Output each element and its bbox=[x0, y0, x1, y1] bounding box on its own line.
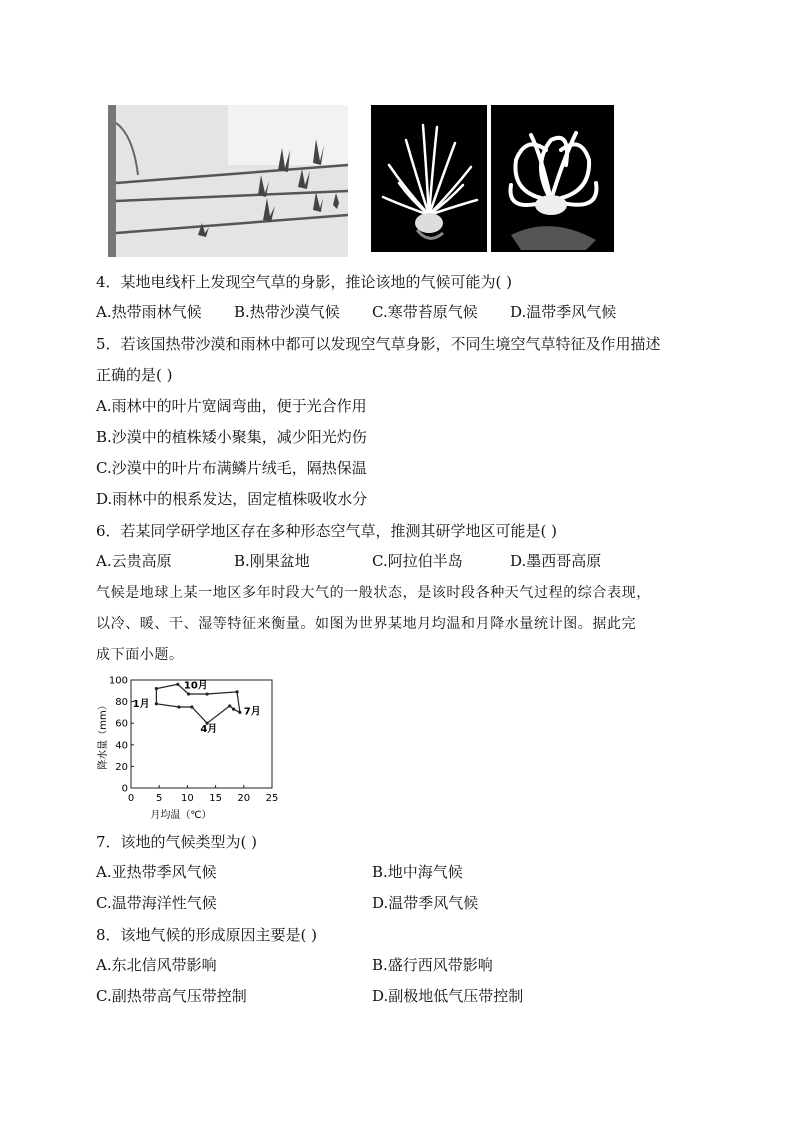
q6-option-d: D.墨西哥高原 bbox=[510, 552, 602, 570]
q6-option-a: A.云贵高原 bbox=[96, 552, 172, 570]
q4-option-c: C.寒带苔原气候 bbox=[372, 303, 478, 321]
y-tick-label: 80 bbox=[115, 697, 128, 709]
q7-option-b: B.地中海气候 bbox=[372, 863, 463, 881]
climate-data-point bbox=[228, 704, 231, 707]
air-plant-curly-photo bbox=[491, 105, 614, 252]
climate-data-point bbox=[176, 683, 179, 686]
q4-option-d: D.温带季风气候 bbox=[510, 303, 617, 321]
q7-stem: 7．该地的气候类型为( ) bbox=[96, 833, 258, 851]
q6-option-c: C.阿拉伯半岛 bbox=[372, 552, 463, 570]
climate-chart bbox=[95, 673, 295, 823]
q4-option-b: B.热带沙漠气候 bbox=[234, 303, 340, 321]
climate-data-point bbox=[232, 708, 235, 711]
q6-option-b: B.刚果盆地 bbox=[234, 552, 310, 570]
q8-option-a: A.东北信风带影响 bbox=[96, 956, 217, 974]
passage-line1: 气候是地球上某一地区多年时段大气的一般状态，是该时段各种天气过程的综合表现， bbox=[96, 585, 651, 601]
passage-line2: 以冷、暖、干、湿等特征来衡量。如图为世界某地月均温和月降水量统计图。据此完 bbox=[96, 616, 637, 632]
climate-data-point bbox=[190, 705, 193, 708]
y-tick-label: 0 bbox=[121, 783, 128, 795]
climate-data-point bbox=[155, 702, 158, 705]
q6-stem: 6．若某同学研学地区存在多种形态空气草，推测其研学地区可能是( ) bbox=[96, 522, 558, 540]
chart-ylabel: 降水量（mm） bbox=[98, 700, 109, 770]
climate-data-point bbox=[187, 692, 190, 695]
q8-option-d: D.副极地低气压带控制 bbox=[372, 987, 524, 1005]
q8-option-b: B.盛行西风带影响 bbox=[372, 956, 493, 974]
q5-option-d: D.雨林中的根系发达，固定植株吸收水分 bbox=[96, 490, 368, 508]
climate-data-point bbox=[235, 690, 238, 693]
q7-option-c: C.温带海洋性气候 bbox=[96, 894, 217, 912]
x-tick-label: 15 bbox=[209, 793, 222, 804]
q5-option-c: C.沙漠中的叶片布满鳞片绒毛，隔热保温 bbox=[96, 459, 367, 477]
q8-option-c: C.副热带高气压带控制 bbox=[96, 987, 247, 1005]
x-tick-label: 0 bbox=[127, 793, 135, 804]
chart-xlabel: 月均温（℃） bbox=[150, 810, 212, 821]
x-tick-label: 10 bbox=[181, 793, 194, 804]
q5-option-b: B.沙漠中的植株矮小聚集，减少阳光灼伤 bbox=[96, 428, 367, 446]
q7-option-a: A.亚热带季风气候 bbox=[96, 863, 217, 881]
month-annotation: 7月 bbox=[243, 706, 261, 718]
q5-stem-line1: 5．若该国热带沙漠和雨林中都可以发现空气草身影，不同生境空气草特征及作用描述 bbox=[96, 335, 661, 353]
y-tick-label: 60 bbox=[115, 718, 128, 730]
climate-data-point bbox=[155, 687, 158, 690]
q8-stem: 8．该地气候的形成原因主要是( ) bbox=[96, 926, 318, 944]
q5-stem-line2: 正确的是( ) bbox=[96, 366, 173, 384]
climate-data-point bbox=[206, 692, 209, 695]
q7-option-d: D.温带季风气候 bbox=[372, 894, 479, 912]
month-annotation: 1月 bbox=[132, 699, 150, 710]
month-annotation: 10月 bbox=[183, 680, 208, 692]
air-plant-spiky-photo bbox=[371, 105, 487, 252]
y-tick-label: 40 bbox=[115, 740, 128, 752]
y-tick-label: 100 bbox=[108, 675, 128, 687]
q4-stem: 4．某地电线杆上发现空气草的身影，推论该地的气候可能为( ) bbox=[96, 273, 513, 291]
x-tick-label: 20 bbox=[237, 793, 251, 804]
x-tick-label: 25 bbox=[265, 793, 279, 804]
x-tick-label: 5 bbox=[156, 793, 163, 804]
climate-data-point bbox=[238, 711, 241, 714]
power-line-air-plant-photo bbox=[108, 105, 348, 257]
passage-line3: 成下面小题。 bbox=[96, 647, 184, 663]
month-annotation: 4月 bbox=[200, 723, 218, 735]
q4-option-a: A.热带雨林气候 bbox=[96, 303, 202, 321]
y-tick-label: 20 bbox=[115, 761, 128, 773]
climate-data-point bbox=[177, 705, 180, 708]
q5-option-a: A.雨林中的叶片宽阔弯曲，便于光合作用 bbox=[96, 397, 367, 415]
